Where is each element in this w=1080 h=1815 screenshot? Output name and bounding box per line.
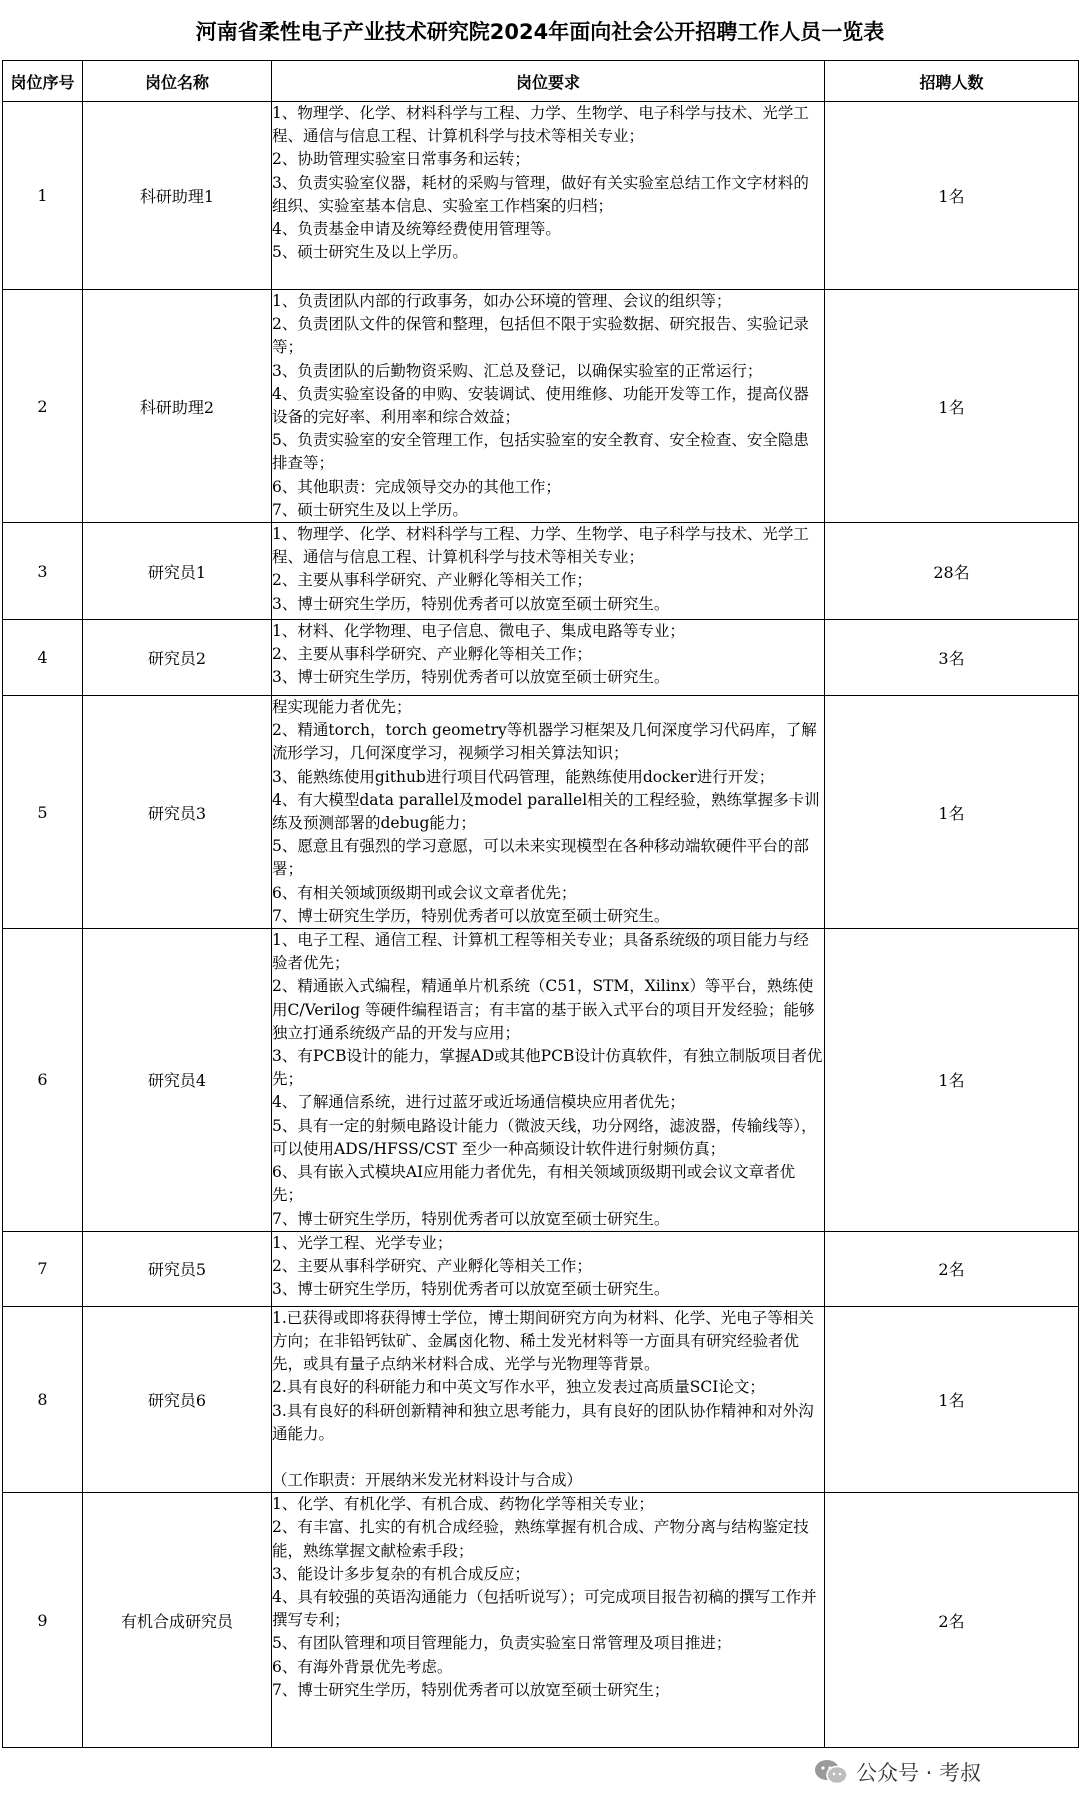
table-row xyxy=(3,620,1079,696)
position-no-cell: 7 xyxy=(3,1231,83,1306)
requirement-line: 2、协助管理实验室日常事务和运转； xyxy=(272,150,530,169)
requirement-line: 1、电子工程、通信工程、计算机工程等相关专业；具备系统级的项目能力与经验者优先； xyxy=(272,931,809,973)
headcount-cell: 28名 xyxy=(825,523,1079,620)
table-row xyxy=(3,102,1079,290)
header-requirements: 岗位要求 xyxy=(272,61,825,102)
requirement-line: （工作职责：开展纳米发光材料设计与合成） xyxy=(272,1470,583,1489)
header-position-name: 岗位名称 xyxy=(83,61,272,102)
table-row xyxy=(3,1231,1079,1306)
position-name-cell: 研究员3 xyxy=(83,696,272,929)
table-row xyxy=(3,929,1079,1232)
headcount-cell: 1名 xyxy=(825,929,1079,1232)
table-row xyxy=(3,523,1079,620)
position-name-cell: 研究员2 xyxy=(83,620,272,696)
watermark xyxy=(814,1752,1064,1792)
requirement-line: 7、博士研究生学历，特别优秀者可以放宽至硕士研究生。 xyxy=(272,906,670,925)
requirements-cell xyxy=(272,102,825,290)
headcount-cell: 3名 xyxy=(825,620,1079,696)
position-name-cell: 有机合成研究员 xyxy=(83,1493,272,1748)
requirements-cell xyxy=(272,696,825,929)
position-no-cell: 8 xyxy=(3,1306,83,1492)
position-no-cell: 6 xyxy=(3,929,83,1232)
requirement-line: 6、其他职责：完成领导交办的其他工作； xyxy=(272,477,561,496)
requirement-line: 2、主要从事科学研究、产业孵化等相关工作； xyxy=(272,1256,592,1275)
requirement-line: 3、能熟练使用github进行项目代码管理，能熟练使用docker进行开发； xyxy=(272,767,775,786)
requirement-line: 7、硕士研究生及以上学历。 xyxy=(272,500,468,519)
table-row xyxy=(3,1493,1079,1748)
requirement-line: 5、有团队管理和项目管理能力，负责实验室日常管理及项目推进； xyxy=(272,1634,732,1653)
wechat-icon xyxy=(814,1758,848,1786)
position-no-cell: 9 xyxy=(3,1493,83,1748)
requirements-cell xyxy=(272,1306,825,1492)
position-no-cell: 3 xyxy=(3,523,83,620)
headcount-cell: 1名 xyxy=(825,290,1079,523)
table-header-row xyxy=(3,61,1079,102)
requirement-line: 4、具有较强的英语沟通能力（包括听说写）；可完成项目报告初稿的撰写工作并撰写专利； xyxy=(272,1587,817,1630)
requirement-line: 4、有大模型data parallel及model parallel相关的工程经验，熟练掌握多卡训练及预测部署的debug能力； xyxy=(272,790,820,833)
requirement-line: 2.具有良好的科研能力和中英文写作水平，独立发表过高质量SCI论文； xyxy=(272,1378,765,1397)
headcount-cell: 1名 xyxy=(825,102,1079,290)
requirement-line: 5、具有一定的射频电路设计能力（微波天线，功分网络，滤波器，传输线等），可以使用ADS/HFSS/CST 至少一种高频设计软件进行射频仿真； xyxy=(272,1116,817,1158)
headcount-cell: 2名 xyxy=(825,1493,1079,1748)
requirement-line: 3、负责团队的后勤物资采购、汇总及登记，以确保实验室的正常运行； xyxy=(272,361,763,380)
headcount-cell: 1名 xyxy=(825,1306,1079,1492)
requirement-line: 1、负责团队内部的行政事务，如办公环境的管理、会议的组织等； xyxy=(272,292,732,310)
position-name-cell: 科研助理2 xyxy=(83,290,272,523)
requirement-line: 4、负责基金申请及统筹经费使用管理等。 xyxy=(272,220,561,239)
requirement-line: 5、愿意且有强烈的学习意愿，可以未来实现模型在各种移动端软硬件平台的部署； xyxy=(272,837,809,879)
position-no-cell: 2 xyxy=(3,290,83,523)
requirement-line: 1、材料、化学物理、电子信息、微电子、集成电路等专业； xyxy=(272,622,685,641)
requirement-line: 4、负责实验室设备的申购、安装调试、使用维修、功能开发等工作，提高仪器设备的完好率、利用率和综合效益； xyxy=(272,384,809,427)
requirement-line: 3、博士研究生学历，特别优秀者可以放宽至硕士研究生。 xyxy=(272,1280,670,1299)
header-headcount: 招聘人数 xyxy=(825,61,1079,102)
requirement-line: 1、物理学、化学、材料科学与工程、力学、生物学、电子科学与技术、光学工程、通信与信息工程、计算机科学与技术等相关专业； xyxy=(272,104,809,146)
document-title: 河南省柔性电子产业技术研究院2024年面向社会公开招聘工作人员一览表 xyxy=(195,20,885,44)
recruitment-table xyxy=(2,60,1079,1748)
position-name-cell: 研究员6 xyxy=(83,1306,272,1492)
requirement-line: 7、博士研究生学历，特别优秀者可以放宽至硕士研究生； xyxy=(272,1680,670,1699)
requirements-cell xyxy=(272,1493,825,1748)
header-position-no: 岗位序号 xyxy=(3,61,83,102)
requirement-line: 6、有相关领域顶级期刊或会议文章者优先； xyxy=(272,883,577,902)
requirement-line: 3、博士研究生学历，特别优秀者可以放宽至硕士研究生。 xyxy=(272,594,670,613)
headcount-cell: 2名 xyxy=(825,1231,1079,1306)
position-no-cell: 1 xyxy=(3,102,83,290)
requirements-cell xyxy=(272,523,825,620)
requirement-line: 3.具有良好的科研创新精神和独立思考能力，具有良好的团队协作精神和对外沟通能力。 xyxy=(272,1401,814,1443)
position-name-cell: 研究员1 xyxy=(83,523,272,620)
requirement-line: 5、负责实验室的安全管理工作，包括实验室的安全教育、安全检查、安全隐患排查等； xyxy=(272,431,809,473)
requirements-cell xyxy=(272,620,825,696)
table-row xyxy=(3,1306,1079,1492)
requirement-line: 2、主要从事科学研究、产业孵化等相关工作； xyxy=(272,571,592,590)
blank-line xyxy=(272,1446,824,1469)
position-no-cell: 5 xyxy=(3,696,83,929)
requirement-line: 4、了解通信系统，进行过蓝牙或近场通信模块应用者优先； xyxy=(272,1093,685,1112)
position-name-cell: 研究员5 xyxy=(83,1231,272,1306)
requirement-line: 5、硕士研究生及以上学历。 xyxy=(272,243,468,262)
table-row xyxy=(3,290,1079,523)
requirements-cell xyxy=(272,290,825,523)
requirement-line: 2、精通torch，torch geometry等机器学习框架及几何深度学习代码库，了解流形学习，几何深度学习，视频学习相关算法知识； xyxy=(272,721,817,763)
requirement-line: 程实现能力者优先； xyxy=(272,698,412,717)
requirement-line: 1.已获得或即将获得博士学位，博士期间研究方向为材料、化学、光电子等相关方向；在非铅钙钛矿、金属卤化物、稀土发光材料等一方面具有研究经验者优先，或具有量子点纳米材料合成、光学与光物理等背景。 xyxy=(272,1308,814,1374)
requirement-line: 2、有丰富、扎实的有机合成经验，熟练掌握有机合成、产物分离与结构鉴定技能，熟练掌握文献检索手段； xyxy=(272,1518,809,1560)
requirement-line: 1、光学工程、光学专业； xyxy=(272,1233,453,1252)
requirements-cell xyxy=(272,1231,825,1306)
requirement-line: 3、能设计多步复杂的有机合成反应； xyxy=(272,1564,530,1583)
requirement-line: 2、主要从事科学研究、产业孵化等相关工作； xyxy=(272,645,592,664)
requirement-line: 1、物理学、化学、材料科学与工程、力学、生物学、电子科学与技术、光学工程、通信与信息工程、计算机科学与技术等相关专业； xyxy=(272,525,809,567)
requirement-line: 6、有海外背景优先考虑。 xyxy=(272,1657,453,1676)
requirement-line: 3、有PCB设计的能力，掌握AD或其他PCB设计仿真软件，有独立制版项目者优先； xyxy=(272,1047,823,1089)
watermark-text: 公众号 · 考叔 xyxy=(856,1761,982,1785)
requirement-line: 6、具有嵌入式模块AI应用能力者优先，有相关领域顶级期刊或会议文章者优先； xyxy=(272,1163,796,1205)
requirement-line: 3、博士研究生学历，特别优秀者可以放宽至硕士研究生。 xyxy=(272,668,670,687)
requirement-line: 1、化学、有机化学、有机合成、药物化学等相关专业； xyxy=(272,1495,654,1514)
position-name-cell: 研究员4 xyxy=(83,929,272,1232)
requirement-line: 2、负责团队文件的保管和整理，包括但不限于实验数据、研究报告、实验记录等； xyxy=(272,315,809,357)
requirement-line: 3、负责实验室仪器，耗材的采购与管理，做好有关实验室总结工作文字材料的组织、实验室基本信息、实验室工作档案的归档； xyxy=(272,173,809,215)
requirement-line: 2、精通嵌入式编程，精通单片机系统（C51，STM，Xilinx）等平台，熟练使用C/Verilog 等硬件编程语言；有丰富的基于嵌入式平台的项目开发经验；能够独立打通系统级产品的开发与应用； xyxy=(272,977,815,1042)
position-name-cell: 科研助理1 xyxy=(83,102,272,290)
requirements-cell xyxy=(272,929,825,1232)
headcount-cell: 1名 xyxy=(825,696,1079,929)
position-no-cell: 4 xyxy=(3,620,83,696)
requirement-line: 7、博士研究生学历，特别优秀者可以放宽至硕士研究生。 xyxy=(272,1209,670,1228)
table-row xyxy=(3,696,1079,929)
